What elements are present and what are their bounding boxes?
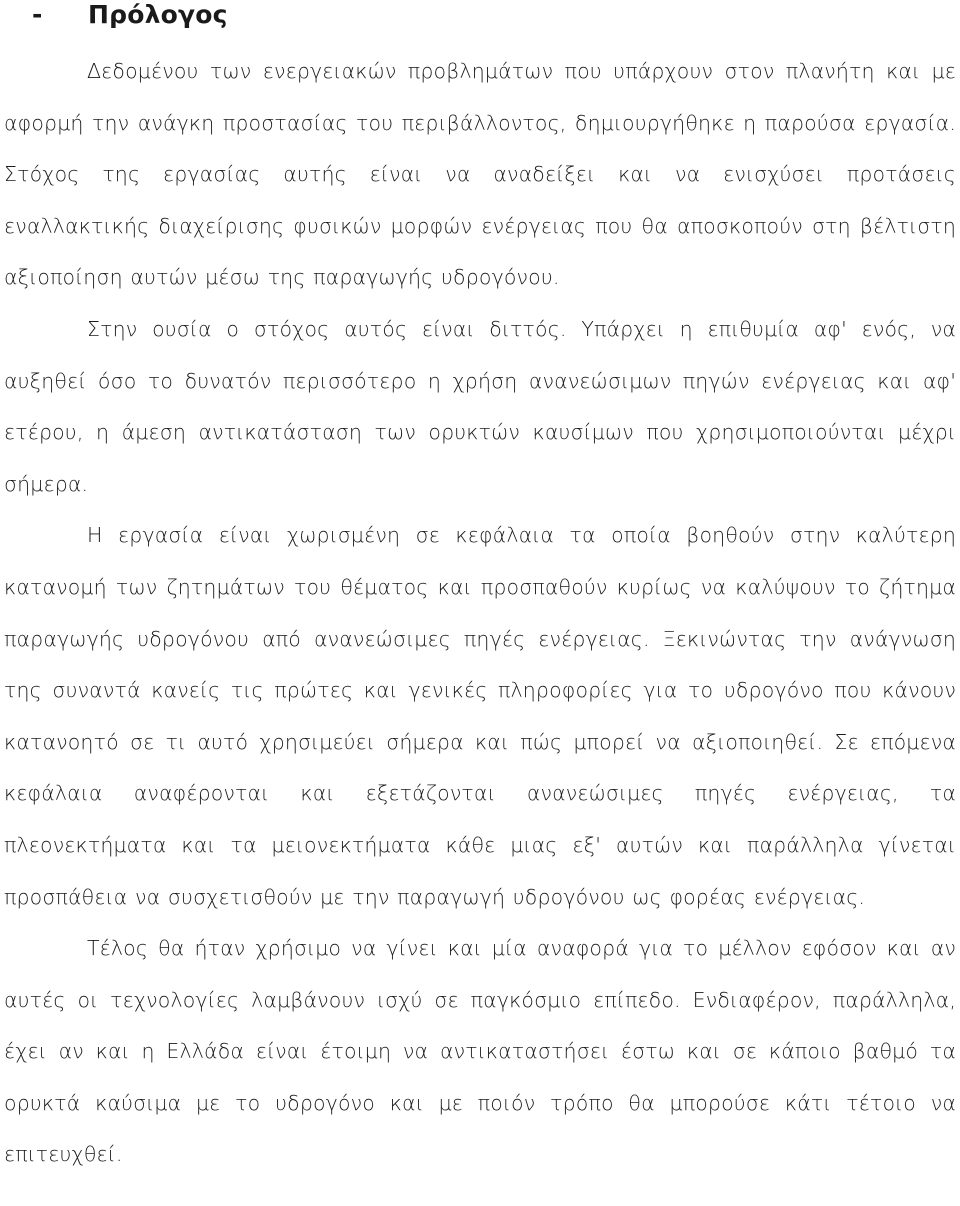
heading-bullet: - bbox=[32, 0, 43, 29]
paragraph-conclusion: Τέλος θα ήταν χρήσιμο να γίνει και μία αναφορά για το μέλλον εφόσον και αν αυτές οι τεχνολογίες λαμβάνουν ισχύ σε παγκόσμιο επίπεδο. Ενδιαφέρον, παράλληλα, έχει αν και η Ελλάδα είναι έτοιμη να αντικαταστήσει έστω και σε κάποιο βαθμό τα ορυκτά καύσιμα με το υδρογόνο και με ποιόν τρόπο θα μπορούσε κάτι τέτοιο να επιτευχθεί. bbox=[4, 936, 956, 1167]
section-heading bbox=[4, 0, 956, 30]
document-page bbox=[4, 0, 956, 1181]
paragraph-goal: Στην ουσία ο στόχος αυτός είναι διττός. Υπάρχει η επιθυμία αφ' ενός, να αυξηθεί όσο το δυνατόν περισσότερο η χρήση ανανεώσιμων πηγών ενέργειας και αφ' ετέρου, η άμεση αντικατάσταση των ορυκτών καυσίμων που χρησιμοποιούνται μέχρι σήμερα. bbox=[4, 316, 956, 496]
paragraph-structure: Η εργασία είναι χωρισμένη σε κεφάλαια τα οποία βοηθούν στην καλύτερη κατανομή των ζητημάτων του θέματος και προσπαθούν κυρίως να καλύψουν το ζήτημα παραγωγής υδρογόνου από ανανεώσιμες πηγές ενέργειας. Ξεκινώντας την ανάγνωση της συναντά κανείς τις πρώτες και γενικές πληροφορίες για το υδρογόνο που κάνουν κατανοητό σε τι αυτό χρησιμεύει σήμερα και πώς μπορεί να αξιοποιηθεί. Σε επόμενα κεφάλαια αναφέρονται και εξετάζονται ανανεώσιμες πηγές ενέργειας, τα πλεονεκτήματα και τα μειονεκτήματα κάθε μιας εξ' αυτών και παράλληλα γίνεται προσπάθεια να συσχετισθούν με την παραγωγή υδρογόνου ως φορέας ενέργειας. bbox=[4, 523, 956, 909]
heading-title: Πρόλογος bbox=[88, 0, 228, 29]
paragraph-intro: Δεδομένου των ενεργειακών προβλημάτων που υπάρχουν στον πλανήτη και με αφορμή την ανάγκη προστασίας του περιβάλλοντος, δημιουργήθηκε η παρούσα εργασία. Στόχος της εργασίας αυτής είναι να αναδείξει και να ενισχύσει προτάσεις εναλλακτικής διαχείρισης φυσικών μορφών ενέργειας που θα αποσκοπούν στη βέλτιστη αξιοποίηση αυτών μέσω της παραγωγής υδρογόνου. bbox=[4, 59, 956, 290]
